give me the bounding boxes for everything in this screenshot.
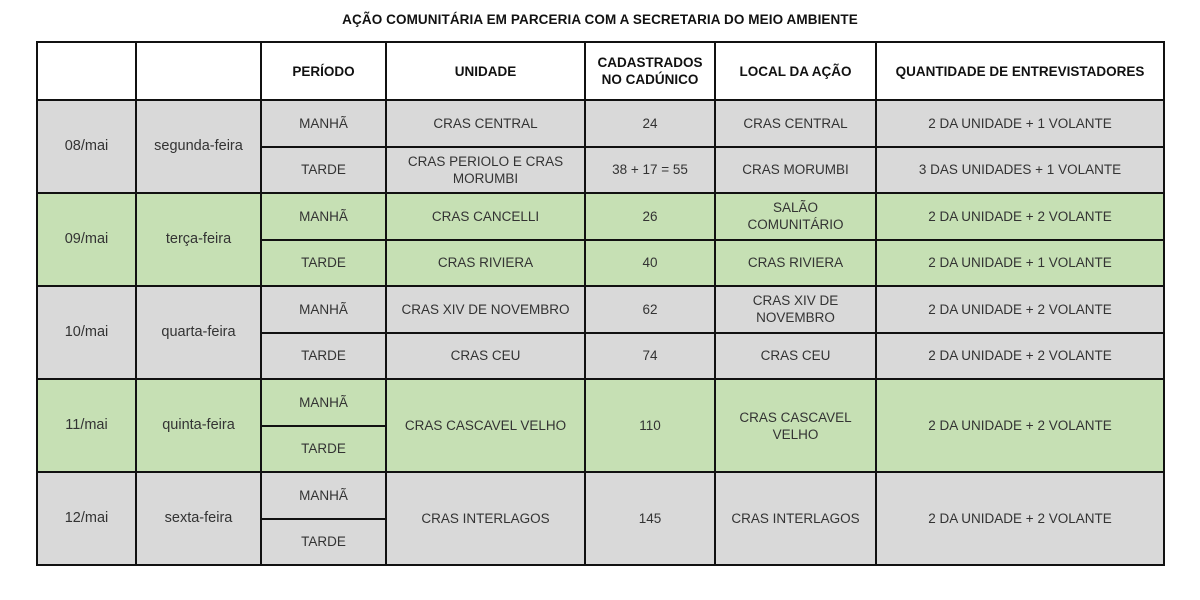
unidade-cell: CRAS RIVIERA [386,240,585,287]
periodo-cell: MANHÃ [261,472,386,519]
weekday-cell: segunda-feira [136,100,261,193]
unidade-cell: CRAS XIV DE NOVEMBRO [386,286,585,333]
entrevistadores-cell: 2 DA UNIDADE + 2 VOLANTE [876,193,1164,240]
local-cell: CRAS INTERLAGOS [715,472,876,565]
entrevistadores-cell: 2 DA UNIDADE + 2 VOLANTE [876,333,1164,380]
table-row [37,379,1164,426]
table-row [37,286,1164,333]
periodo-cell: MANHÃ [261,193,386,240]
periodo-cell: MANHÃ [261,100,386,147]
date-cell: 11/mai [37,379,136,472]
entrevistadores-cell: 2 DA UNIDADE + 2 VOLANTE [876,472,1164,565]
header-weekday [136,42,261,100]
date-cell: 12/mai [37,472,136,565]
table-row [37,100,1164,147]
weekday-cell: sexta-feira [136,472,261,565]
table-row [37,193,1164,240]
header-cadastrados: CADASTRADOS NO CADÚNICO [585,42,715,100]
unidade-cell: CRAS PERIOLO E CRAS MORUMBI [386,147,585,194]
unidade-cell: CRAS INTERLAGOS [386,472,585,565]
header-periodo: PERÍODO [261,42,386,100]
table-row [37,472,1164,519]
weekday-cell: quarta-feira [136,286,261,379]
weekday-cell: terça-feira [136,193,261,286]
entrevistadores-cell: 2 DA UNIDADE + 2 VOLANTE [876,286,1164,333]
unidade-cell: CRAS CASCAVEL VELHO [386,379,585,472]
entrevistadores-cell: 2 DA UNIDADE + 2 VOLANTE [876,379,1164,472]
periodo-cell: MANHÃ [261,379,386,426]
entrevistadores-cell: 2 DA UNIDADE + 1 VOLANTE [876,240,1164,287]
periodo-cell: TARDE [261,147,386,194]
unidade-cell: CRAS CENTRAL [386,100,585,147]
periodo-cell: TARDE [261,240,386,287]
local-cell: SALÃO COMUNITÁRIO [715,193,876,240]
date-cell: 08/mai [37,100,136,193]
periodo-cell: TARDE [261,519,386,566]
periodo-cell: TARDE [261,426,386,473]
header-date [37,42,136,100]
local-cell: CRAS MORUMBI [715,147,876,194]
cadastrados-cell: 62 [585,286,715,333]
header-row [37,42,1164,100]
date-cell: 09/mai [37,193,136,286]
header-unidade: UNIDADE [386,42,585,100]
schedule-table [36,41,1165,566]
date-cell: 10/mai [37,286,136,379]
entrevistadores-cell: 3 DAS UNIDADES + 1 VOLANTE [876,147,1164,194]
header-local: LOCAL DA AÇÃO [715,42,876,100]
local-cell: CRAS RIVIERA [715,240,876,287]
cadastrados-cell: 26 [585,193,715,240]
local-cell: CRAS CENTRAL [715,100,876,147]
local-cell: CRAS XIV DE NOVEMBRO [715,286,876,333]
cadastrados-cell: 74 [585,333,715,380]
cadastrados-cell: 110 [585,379,715,472]
local-cell: CRAS CEU [715,333,876,380]
unidade-cell: CRAS CANCELLI [386,193,585,240]
periodo-cell: TARDE [261,333,386,380]
local-cell: CRAS CASCAVEL VELHO [715,379,876,472]
cadastrados-cell: 145 [585,472,715,565]
header-entrevistadores: QUANTIDADE DE ENTREVISTADORES [876,42,1164,100]
entrevistadores-cell: 2 DA UNIDADE + 1 VOLANTE [876,100,1164,147]
cadastrados-cell: 38 + 17 = 55 [585,147,715,194]
document-title: AÇÃO COMUNITÁRIA EM PARCERIA COM A SECRETARIA DO MEIO AMBIENTE [342,12,858,27]
cadastrados-cell: 40 [585,240,715,287]
weekday-cell: quinta-feira [136,379,261,472]
cadastrados-cell: 24 [585,100,715,147]
periodo-cell: MANHÃ [261,286,386,333]
unidade-cell: CRAS CEU [386,333,585,380]
